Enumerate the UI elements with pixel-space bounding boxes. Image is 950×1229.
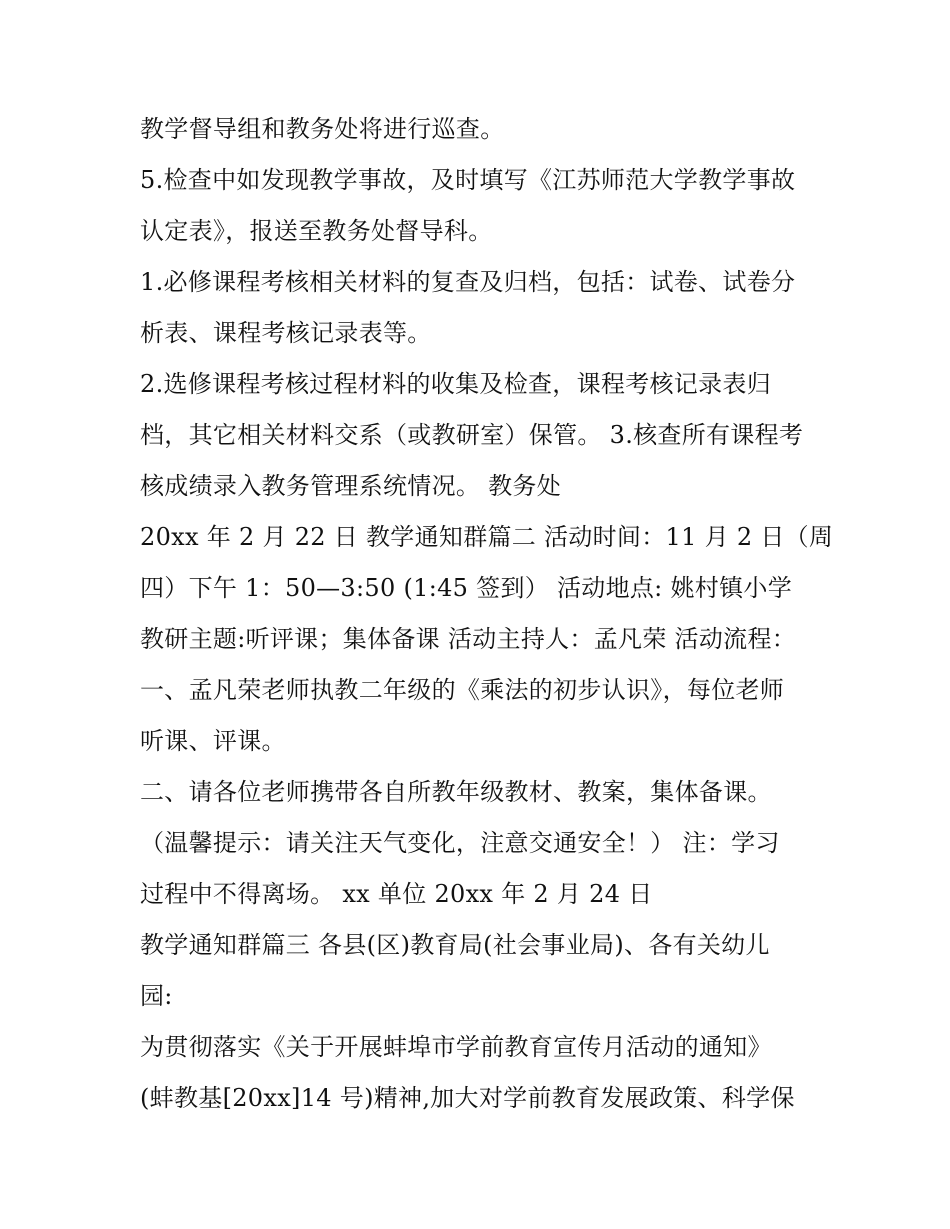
text-line: 教学督导组和教务处将进行巡查。 [140,115,505,143]
text-line: 2.选修课程考核过程材料的收集及检查，课程考核记录表归 [140,370,771,398]
document-body [140,104,834,1124]
text-line: 一、孟凡荣老师执教二年级的《乘法的初步认识》，每位老师 [140,676,785,704]
text-line: 教研主题:听评课；集体备课 活动主持人：孟凡荣 活动流程： [140,625,797,653]
text-line: 档，其它相关材料交系（或教研室）保管。 3.核查所有课程考 [140,421,804,449]
text-line: 听课、评课。 [140,727,286,755]
text-line: 过程中不得离场。 xx 单位 20xx 年 2 月 24 日 [140,880,653,908]
text-line: （温馨提示：请关注天气变化，注意交通安全！） 注：学习 [140,829,780,857]
text-line: 教学通知群篇三 各县(区)教育局(社会事业局)、各有关幼儿 [140,931,770,959]
text-line: (蚌教基[20xx]14 号)精神,加大对学前教育发展政策、科学保 [140,1084,795,1112]
text-line: 为贯彻落实《关于开展蚌埠市学前教育宣传月活动的通知》 [140,1033,772,1061]
text-line: 析表、课程考核记录表等。 [140,319,432,347]
text-line: 四）下午 1：50—3:50 (1:45 签到） 活动地点: 姚村镇小学 [140,574,792,602]
text-line: 核成绩录入教务管理系统情况。 教务处 [140,472,562,500]
text-line: 二、请各位老师携带各自所教年级教材、教案，集体备课。 [140,778,772,806]
text-line: 园: [140,982,173,1010]
text-line: 20xx 年 2 月 22 日 教学通知群篇二 活动时间：11 月 2 日（周 [140,523,834,551]
text-line: 认定表》，报送至教务处督导科。 [140,217,493,245]
text-line: 5.检查中如发现教学事故，及时填写《江苏师范大学教学事故 [140,166,796,194]
text-line: 1.必修课程考核相关材料的复查及归档，包括：试卷、试卷分 [140,268,796,296]
